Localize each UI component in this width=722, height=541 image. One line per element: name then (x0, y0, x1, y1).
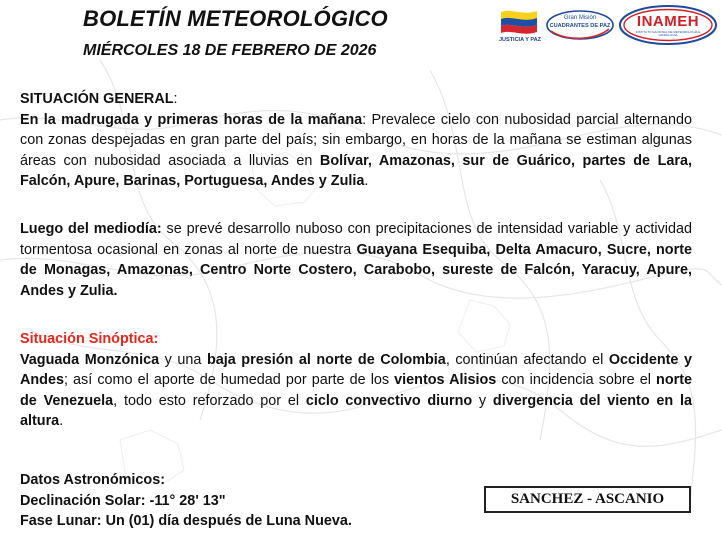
afternoon-text: se prevé desarrollo nuboso con precipitaciones de intensidad variable y actividad tormentosa ocasional en zonas al norte de nuestra (20, 221, 692, 258)
synoptic-paragraph (20, 350, 692, 432)
gp-line1: Gran Misión (563, 15, 597, 21)
justicia-y-paz-logo (497, 6, 543, 46)
syn-t8: con incidencia sobre el (496, 372, 657, 389)
syn-t1: Vaguada Monzónica (20, 351, 160, 368)
morning-end: . (364, 173, 369, 190)
solar-declination: Declinación Solar: -11° 28' 13" (20, 492, 226, 509)
author-box (484, 486, 691, 513)
syn-t3: baja presión al norte de Colombia (206, 351, 446, 368)
afternoon-regions: Guayana Esequiba, Delta Amacuro, Sucre, norte de Monagas, Amazonas, Centro Norte Costero, Carabobo, sureste de Falcón, Yaracuy, Apure, Andes y Zulia. (20, 241, 692, 299)
general-heading-line (20, 89, 692, 110)
astro-heading: Datos Astronómicos: (20, 472, 165, 488)
inameh-subtitle: INSTITUTO NACIONAL DE METEOROLOGÍA E HIDROLOGÍA (635, 30, 701, 38)
general-heading-colon: : (173, 91, 178, 107)
synoptic-section (20, 329, 692, 432)
inameh-logo (618, 4, 718, 46)
morning-paragraph (20, 110, 692, 192)
general-heading: SITUACIÓN GENERAL (20, 91, 174, 107)
syn-t11: ciclo convectivo diurno (305, 392, 473, 409)
morning-lead: En la madrugada y primeras horas de la mañana (20, 111, 363, 128)
syn-t12: y (472, 392, 493, 409)
flag-caption: JUSTICIA Y PAZ (499, 37, 541, 43)
inameh-label: INAMEH (636, 13, 700, 30)
syn-t6: ; así como el aporte de humedad por parte de los (63, 372, 395, 389)
bulletin-date: MIÉRCOLES 18 DE FEBRERO DE 2026 (83, 42, 377, 59)
gp-line2: CUADRANTES DE PAZ (549, 23, 611, 29)
afternoon-lead: Luego del mediodía: (20, 221, 162, 237)
syn-t4: , continúan afectando el (445, 351, 609, 368)
syn-t14: . (59, 413, 64, 430)
morning-regions: Bolívar, Amazonas, sur de Guárico, partes de Lara, Falcón, Apure, Barinas, Portuguesa, Andes y Zulia (20, 152, 692, 190)
general-situation-section (20, 89, 692, 192)
syn-t9: norte de Venezuela (20, 372, 693, 409)
synoptic-heading: Situación Sinóptica: (20, 331, 159, 347)
astronomical-data (20, 470, 352, 532)
syn-t10: , todo esto reforzado por el (113, 392, 306, 409)
author-name: SANCHEZ - ASCANIO (510, 491, 665, 507)
syn-t7: vientos Alisios (394, 372, 497, 389)
afternoon-paragraph (20, 219, 692, 301)
afternoon-section (20, 219, 692, 301)
bulletin-title: BOLETÍN METEOROLÓGICO (83, 6, 388, 31)
moon-phase: Fase Lunar: Un (01) día después de Luna Nueva. (20, 513, 352, 530)
syn-t5: Occidente y Andes (20, 351, 692, 389)
cuadrantes-de-paz-logo (545, 7, 615, 43)
syn-t13: divergencia del viento en la altura (20, 392, 692, 430)
syn-t2: y una (159, 351, 207, 368)
morning-text: : Prevalece cielo con nubosidad parcial alternando con zonas despejadas en gran parte del país; sin embargo, en horas de la mañana se estiman algunas áreas con nubosidad asociada a lluvias en (20, 111, 692, 169)
